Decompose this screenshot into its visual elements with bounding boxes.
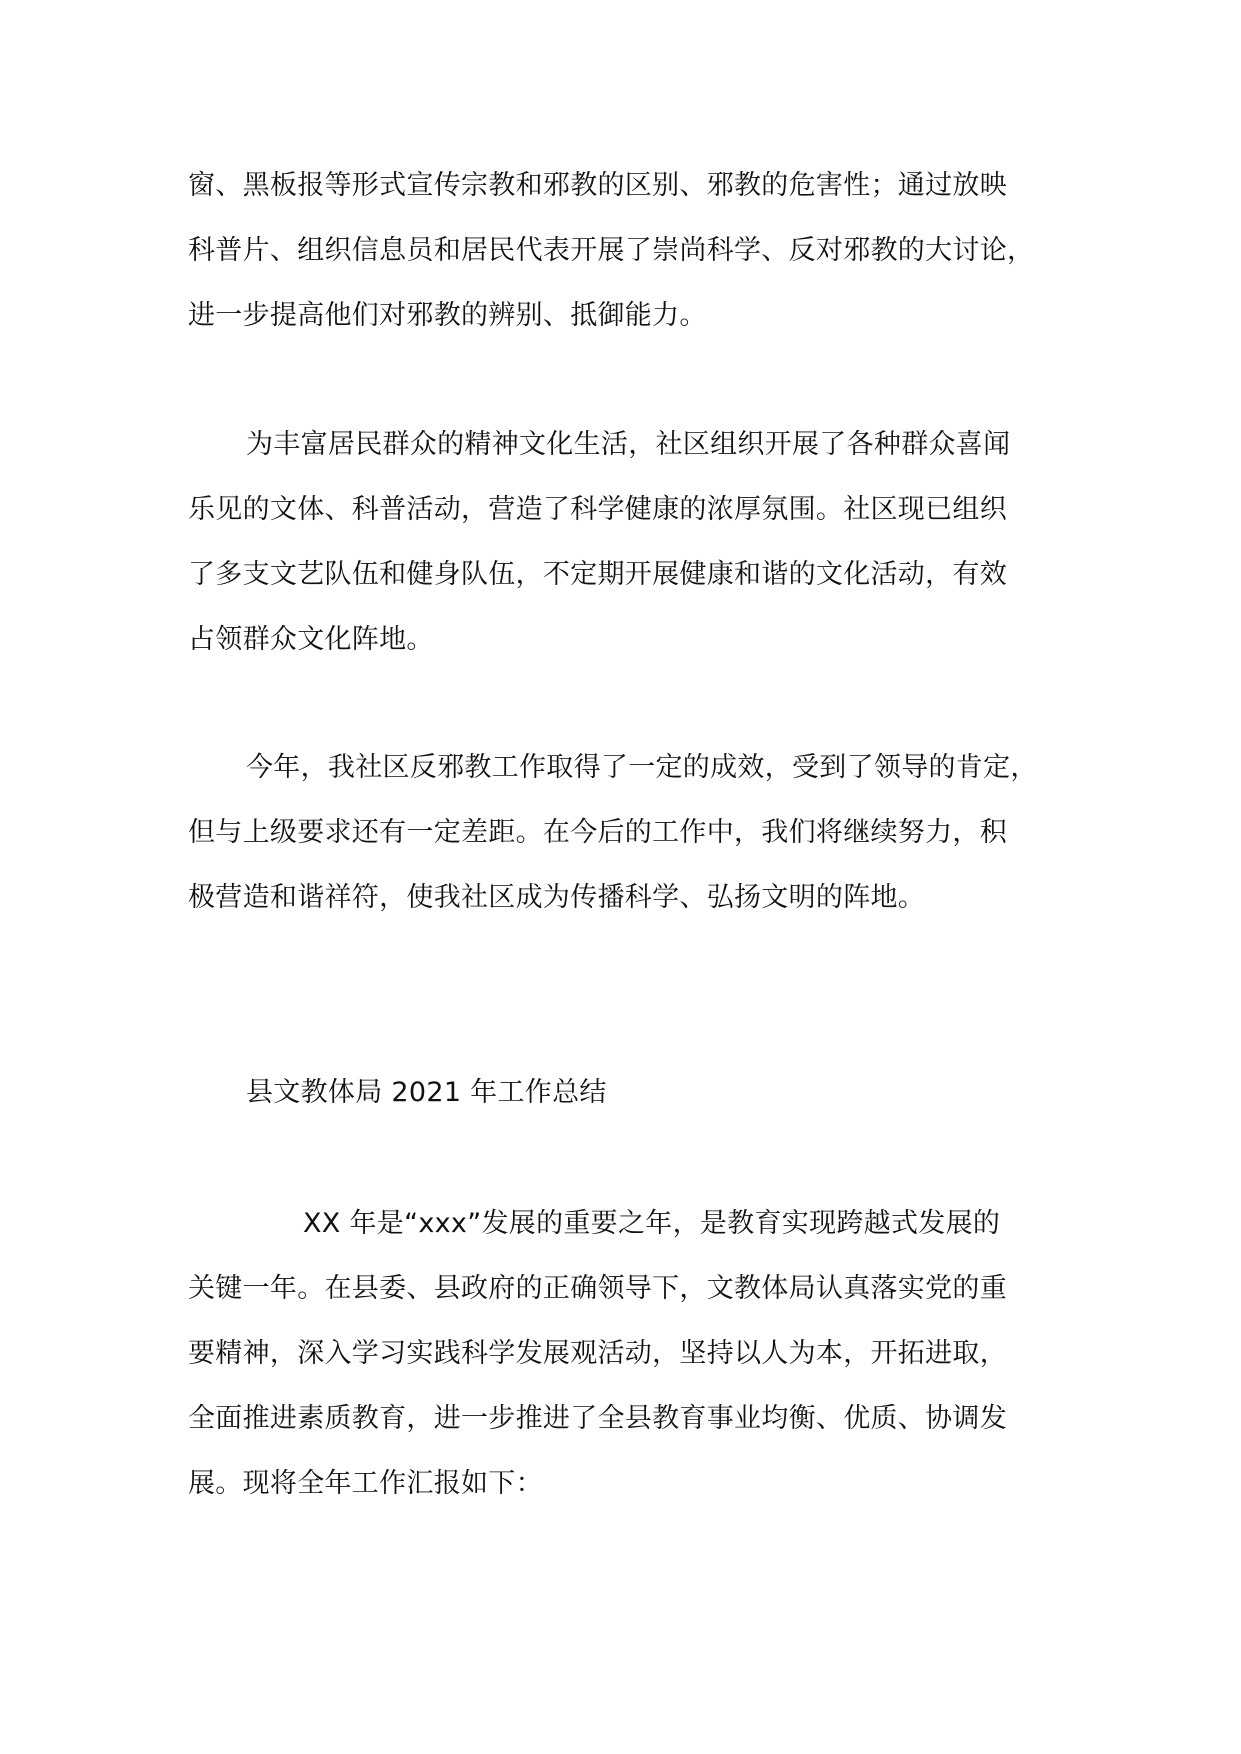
paragraph-3	[188, 735, 1068, 930]
paragraph-line: 占领群众文化阵地。	[188, 624, 434, 655]
paragraph-line: 关键一年。在县委、县政府的正确领导下，文教体局认真落实党的重	[188, 1273, 1007, 1304]
paragraph-line: XX 年是“xxx”发展的重要之年，是教育实现跨越式发展的	[303, 1208, 1001, 1239]
paragraph-1	[188, 153, 1068, 348]
paragraph-line: 但与上级要求还有一定差距。在今后的工作中，我们将继续努力，积	[188, 817, 1007, 848]
paragraph-line: 了多支文艺队伍和健身队伍，不定期开展健康和谐的文化活动，有效	[188, 559, 1007, 590]
paragraph-line: 窗、黑板报等形式宣传宗教和邪教的区别、邪教的危害性；通过放映	[188, 170, 1007, 201]
paragraph-line: 进一步提高他们对邪教的辨别、抵御能力。	[188, 300, 707, 331]
paragraph-line: 为丰富居民群众的精神文化生活，社区组织开展了各种群众喜闻	[246, 429, 1011, 460]
paragraph-line: 要精神，深入学习实践科学发展观活动，坚持以人为本，开拓进取，	[188, 1338, 1007, 1369]
paragraph-line: 全面推进素质教育，进一步推进了全县教育事业均衡、优质、协调发	[188, 1403, 1007, 1434]
paragraph-line: 科普片、组织信息员和居民代表开展了崇尚科学、反对邪教的大讨论，	[188, 235, 1035, 266]
paragraph-line: 今年，我社区反邪教工作取得了一定的成效，受到了领导的肯定，	[246, 752, 1038, 783]
paragraph-2	[188, 412, 1068, 672]
section-heading	[188, 1060, 1068, 1125]
paragraph-4	[188, 1191, 1068, 1516]
paragraph-line: 极营造和谐祥符，使我社区成为传播科学、弘扬文明的阵地。	[188, 882, 926, 913]
paragraph-line: 展。现将全年工作汇报如下：	[188, 1468, 543, 1499]
paragraph-line: 乐见的文体、科普活动，营造了科学健康的浓厚氛围。社区现已组织	[188, 494, 1007, 525]
heading-text: 县文教体局 2021 年工作总结	[246, 1077, 607, 1108]
